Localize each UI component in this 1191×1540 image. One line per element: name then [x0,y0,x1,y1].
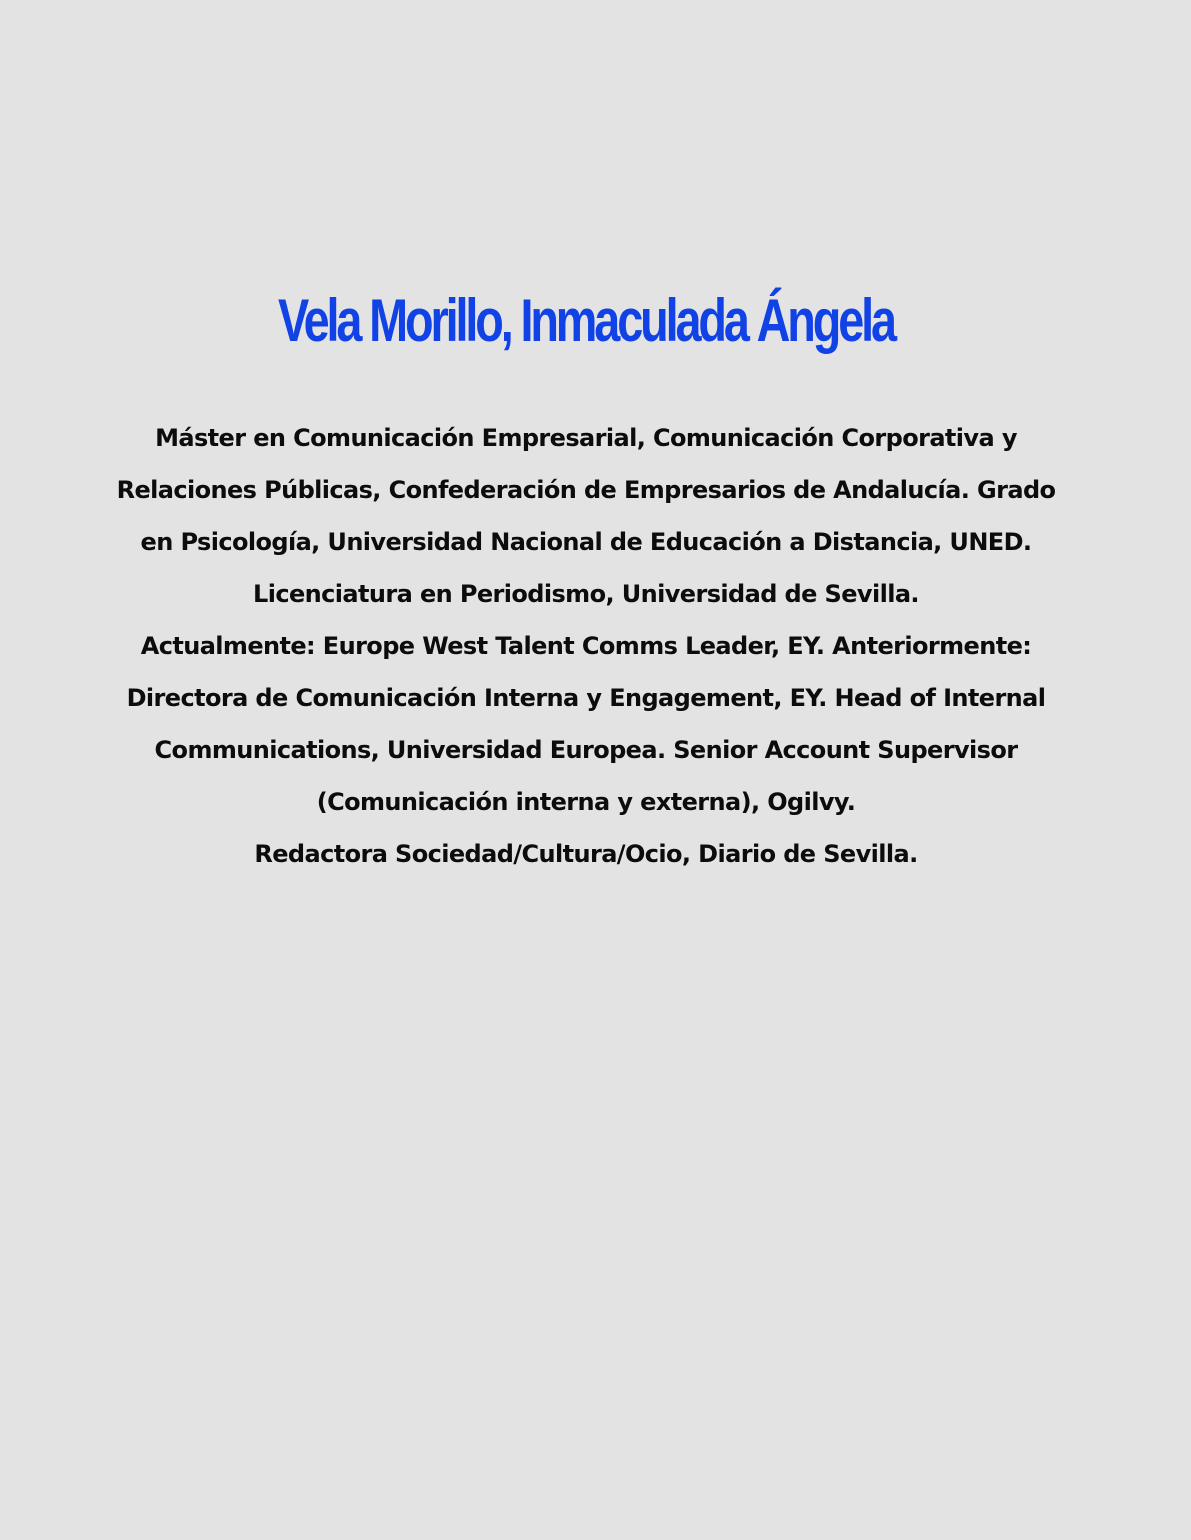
bio-line: Máster en Comunicación Empresarial, Comunicación Corporativa y [155,424,1017,452]
bio-line: Redactora Sociedad/Cultura/Ocio, Diario de Sevilla. [254,840,918,868]
bio-line: Communications, Universidad Europea. Senior Account Supervisor [154,736,1018,764]
person-name-title: Vela Morillo, Inmaculada Ángela [278,287,894,354]
bio-line: (Comunicación interna y externa), Ogilvy. [316,788,856,816]
bio-line: Licenciatura en Periodismo, Universidad de Sevilla. [253,580,919,608]
bio-line: Relaciones Públicas, Confederación de Empresarios de Andalucía. Grado [116,476,1056,504]
bio-line: en Psicología, Universidad Nacional de Educación a Distancia, UNED. [140,528,1032,556]
bio-line: Directora de Comunicación Interna y Engagement, EY. Head of Internal [126,684,1046,712]
biography [110,412,1062,880]
bio-line: Actualmente: Europe West Talent Comms Leader, EY. Anteriormente: [140,632,1032,660]
